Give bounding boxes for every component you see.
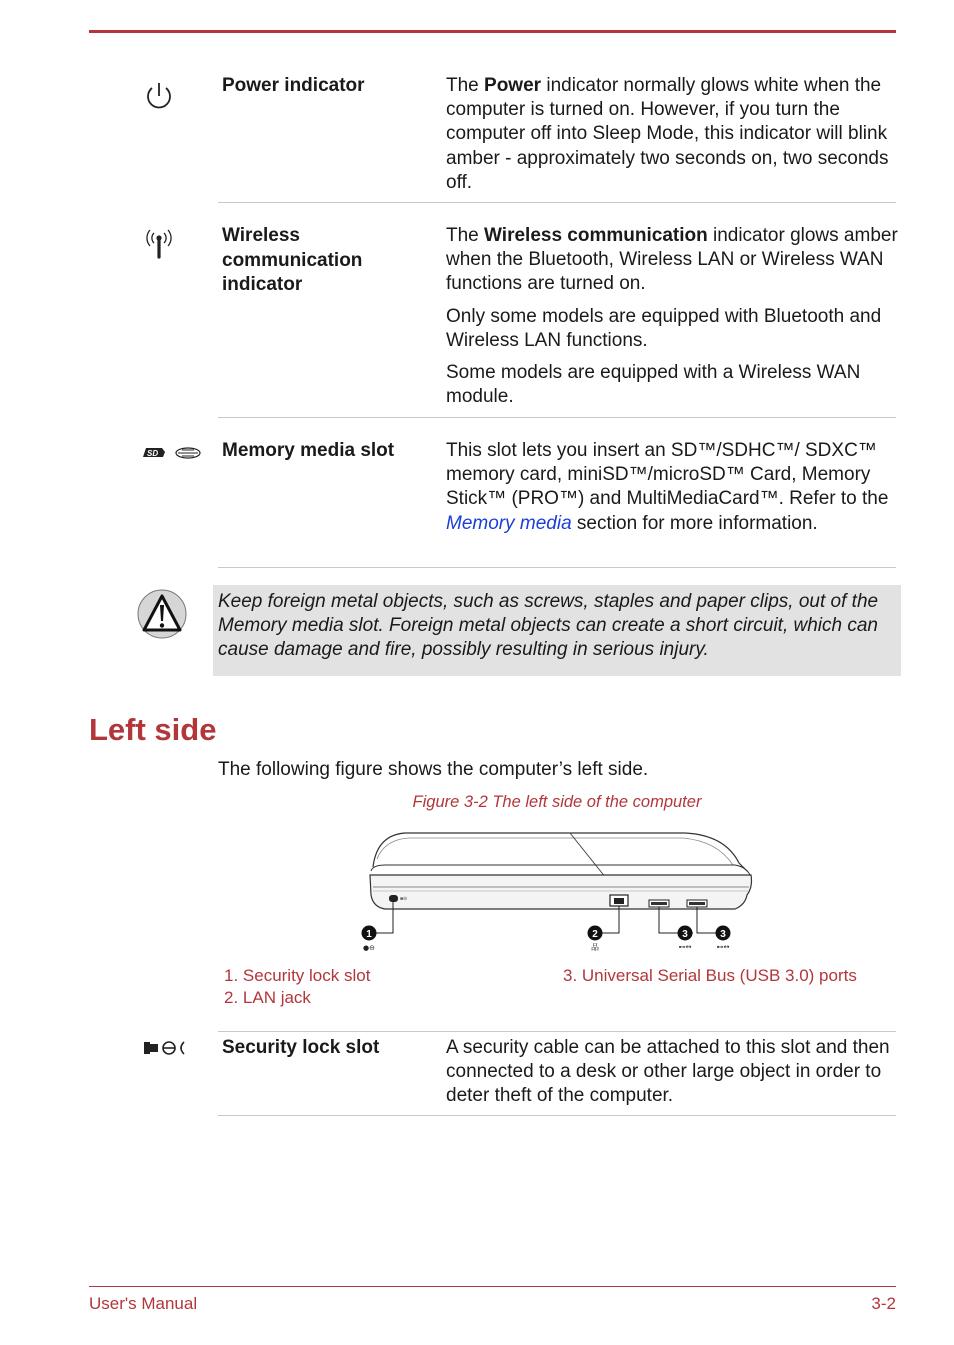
- desc-text: This slot lets you insert an SD™/SDHC™/ SDXC™ memory card, miniSD™/microSD™ Card, Memory Stick™ (PRO™) and MultiMediaCard™. Refer to the: [446, 440, 889, 510]
- figure-caption: Figure 3-2 The left side of the computer: [412, 793, 702, 811]
- warning-triangle-icon: [136, 588, 188, 640]
- callout-3a: [678, 926, 693, 952]
- desc-text: indicator glows amber when the Bluetooth, Wireless LAN or Wireless WAN functions are turned on.: [446, 225, 898, 295]
- term-line: indicator: [222, 274, 303, 295]
- section-intro: The following figure shows the computer’s left side.: [218, 759, 649, 780]
- callout-number: 3: [682, 929, 688, 940]
- term-line: communication: [222, 249, 363, 271]
- desc-text: The: [446, 75, 485, 96]
- callout-2: [588, 926, 603, 953]
- desc-bold: Power: [484, 75, 542, 96]
- svg-text:SD: SD: [147, 449, 159, 458]
- callout-3b: [716, 926, 731, 952]
- memory-media-term: Memory media slot: [222, 440, 395, 461]
- svg-text:品: 品: [591, 943, 599, 952]
- memory-media-desc: [446, 439, 898, 536]
- legend-right: [563, 965, 857, 987]
- security-lock-icon: [142, 1038, 186, 1058]
- desc-paragraph: [446, 224, 898, 297]
- legend-item: 1. Security lock slot: [224, 966, 371, 985]
- callout-1: [362, 926, 377, 953]
- row-separator: [218, 202, 896, 203]
- row-separator: [218, 1115, 896, 1116]
- security-lock-desc: A security cable can be attached to this slot and then connected to a desk or other large object in order to deter theft of the computer.: [446, 1037, 890, 1107]
- wireless-antenna-icon: [144, 228, 174, 260]
- desc-text: indicator normally glows white when the computer is turned on. However, if you turn the computer off into Sleep Mode, this indicator will blink amber - approximately two seconds on, two seconds off.: [446, 75, 889, 193]
- legend-left: [224, 965, 370, 1009]
- warning-text: Keep foreign metal objects, such as screws, staples and paper clips, out of the Memory media slot. Foreign metal objects can create a short circuit, which can cause damage and fire, possibly resulting in serious injury.: [218, 591, 879, 661]
- svg-text:⊷↔: ⊷↔: [716, 943, 730, 951]
- power-icon: [143, 80, 175, 114]
- desc-bold: Wireless communication: [484, 225, 708, 246]
- svg-text:⊷↔: ⊷↔: [678, 943, 692, 951]
- top-rule: [89, 30, 896, 33]
- power-indicator-term: Power indicator: [222, 75, 365, 96]
- callout-number: 2: [592, 929, 598, 940]
- row-separator: [218, 1031, 896, 1032]
- power-indicator-desc: [446, 74, 898, 195]
- callout-number: 1: [366, 929, 372, 940]
- footer-manual-title: User's Manual: [89, 1294, 198, 1313]
- footer-rule: [89, 1286, 896, 1287]
- wireless-indicator-term: [222, 224, 437, 298]
- desc-paragraph: Some models are equipped with a Wireless WAN module.: [446, 362, 861, 408]
- warning-box: [213, 585, 901, 676]
- legend-item: 2. LAN jack: [224, 988, 311, 1007]
- laptop-left-side-figure: [355, 825, 765, 955]
- term-line: Wireless: [222, 225, 300, 246]
- footer-page-number: 3-2: [871, 1294, 896, 1313]
- wireless-indicator-desc: [446, 224, 898, 417]
- row-separator: [218, 417, 896, 418]
- section-heading: Left side: [89, 712, 217, 747]
- svg-text:●⊖: ●⊖: [363, 944, 375, 952]
- memory-media-link[interactable]: Memory media: [446, 512, 572, 534]
- legend-item: 3. Universal Serial Bus (USB 3.0) ports: [563, 966, 857, 985]
- desc-text: section for more information.: [571, 512, 818, 534]
- row-separator: [218, 567, 896, 568]
- security-lock-term: Security lock slot: [222, 1037, 380, 1058]
- svg-text:■⊖: ■⊖: [400, 896, 408, 902]
- desc-paragraph: Only some models are equipped with Bluetooth and Wireless LAN functions.: [446, 305, 882, 351]
- sd-memory-stick-icon: [140, 444, 202, 462]
- desc-text: The: [446, 225, 485, 246]
- callout-number: 3: [720, 929, 726, 940]
